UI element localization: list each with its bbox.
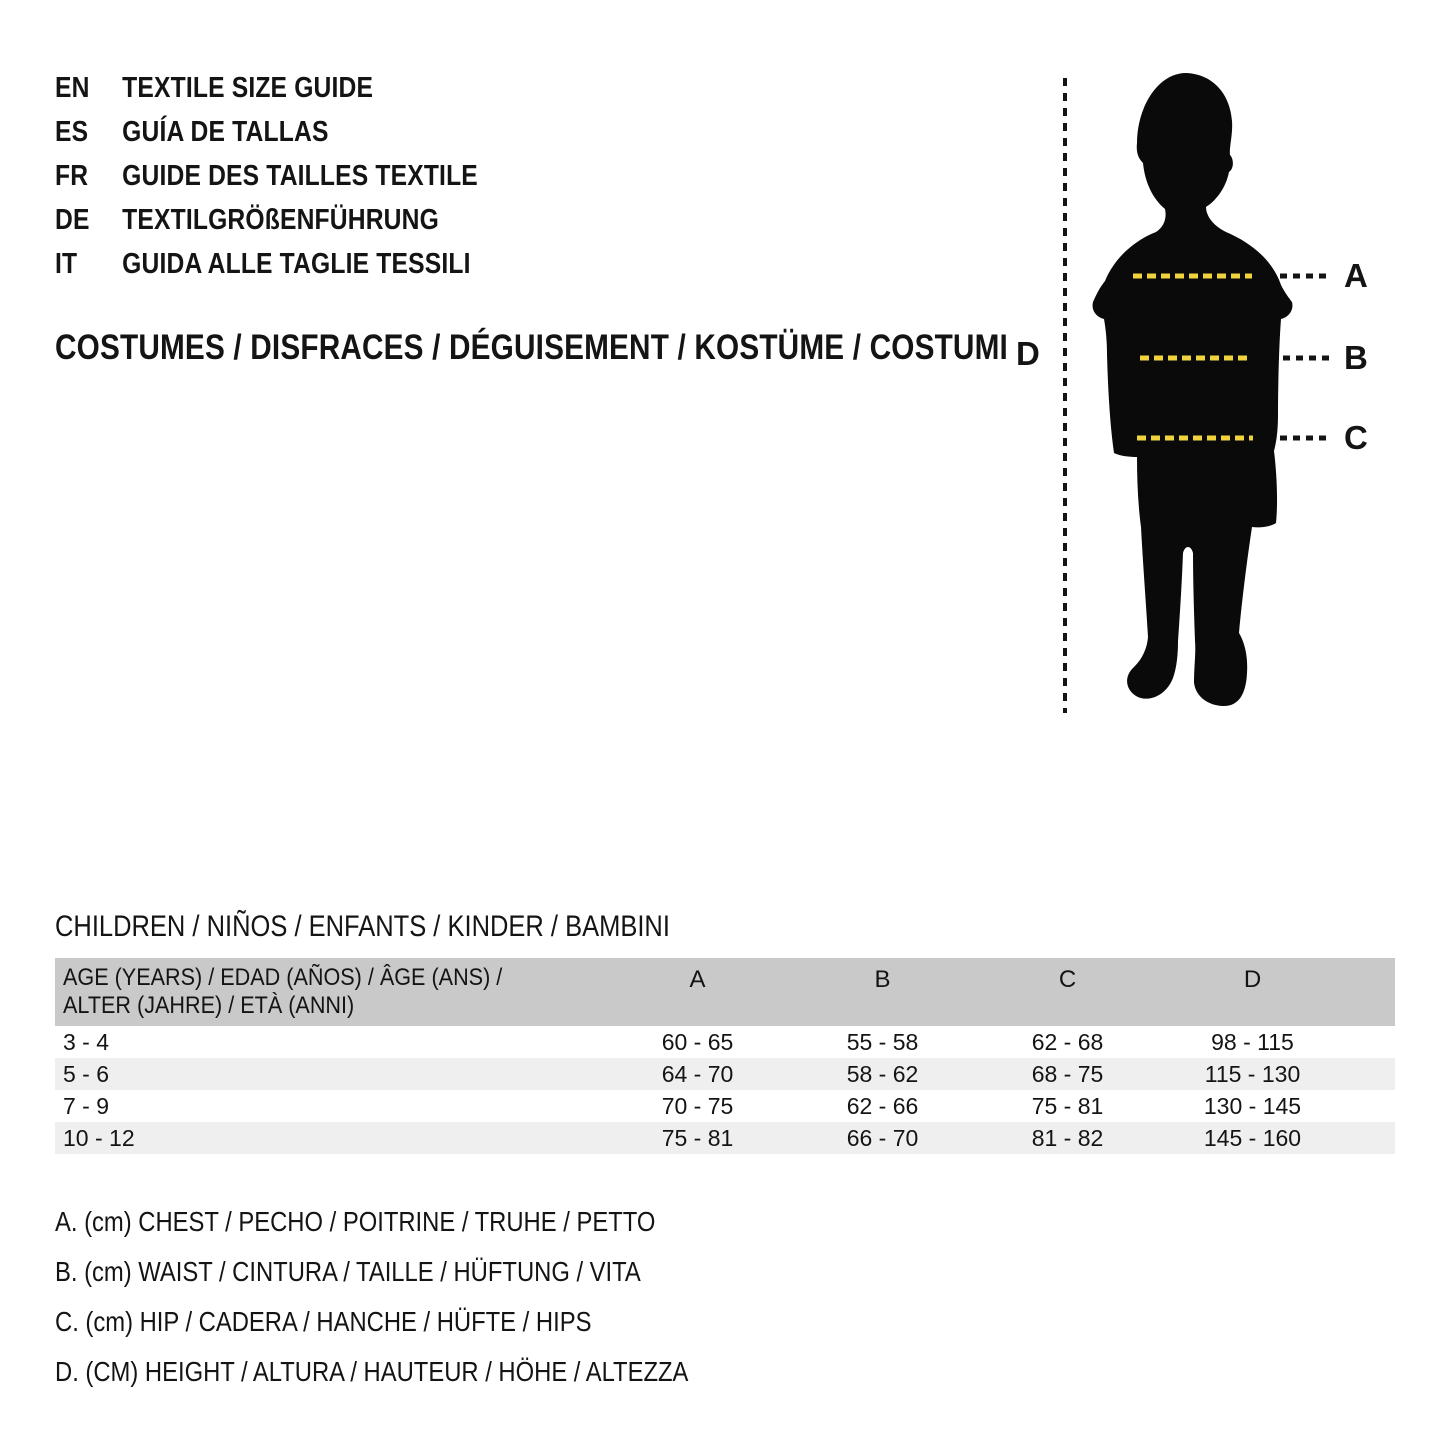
table-header-row [55,958,1395,1026]
children-size-table [55,958,1395,1154]
language-code: DE [55,204,90,236]
language-code: IT [55,248,78,280]
age-cell: 5 - 6 [63,1061,110,1087]
height-cell: 145 - 160 [1203,1125,1302,1151]
chest-cell: 70 - 75 [661,1093,734,1119]
child-silhouette [1093,73,1293,706]
language-row [55,110,478,154]
table-row [55,1122,1395,1154]
column-header-d: D [1243,966,1262,993]
language-code: ES [55,116,89,148]
height-cell: 98 - 115 [1211,1029,1294,1055]
chest-line-label: A [1344,257,1368,294]
table-row [55,1058,1395,1090]
waist-line-label: B [1344,339,1368,376]
measurement-legend [55,1197,800,1397]
language-row [55,242,478,286]
measurement-figure [990,55,1445,720]
chest-cell: 64 - 70 [661,1061,734,1087]
language-code: FR [55,160,89,192]
legend-height: D. (CM) HEIGHT / ALTURA / HAUTEUR / HÖHE / ALTEZZA [55,1356,689,1387]
hip-cell: 81 - 82 [1031,1125,1104,1151]
height-cell: 130 - 145 [1203,1093,1302,1119]
waist-cell: 58 - 62 [846,1061,919,1087]
height-line-label: D [1016,335,1040,372]
waist-cell: 55 - 58 [846,1029,919,1055]
waist-cell: 62 - 66 [846,1093,919,1119]
guide-title-de: TEXTILGRÖßENFÜHRUNG [122,204,439,236]
column-header-a: A [689,966,706,993]
category-heading: COSTUMES / DISFRACES / DÉGUISEMENT / KOSTÜME / COSTUMI [55,328,1008,367]
age-cell: 3 - 4 [63,1029,110,1055]
table-section-title: CHILDREN / NIÑOS / ENFANTS / KINDER / BAMBINI [55,910,670,943]
language-code: EN [55,72,90,104]
age-cell: 7 - 9 [63,1093,110,1119]
language-row [55,66,478,110]
guide-title-it: GUIDA ALLE TAGLIE TESSILI [122,248,471,280]
hip-cell: 62 - 68 [1031,1029,1104,1055]
column-header-c: C [1058,966,1077,993]
hip-line-label: C [1344,419,1368,456]
language-row [55,198,478,242]
language-title-list [55,66,553,286]
table-row [55,1090,1395,1122]
waist-cell: 66 - 70 [846,1125,919,1151]
guide-title-es: GUÍA DE TALLAS [122,116,329,148]
column-header-b: B [874,966,891,993]
legend-chest: A. (cm) CHEST / PECHO / POITRINE / TRUHE / PETTO [55,1206,656,1237]
age-column-header: AGE (YEARS) / EDAD (AÑOS) / ÂGE (ANS) / ALTER (JAHRE) / ETÀ (ANNI) [63,964,503,1019]
guide-title-en: TEXTILE SIZE GUIDE [122,72,374,104]
chest-cell: 75 - 81 [661,1125,734,1151]
legend-waist: B. (cm) WAIST / CINTURA / TAILLE / HÜFTUNG / VITA [55,1256,641,1287]
guide-title-fr: GUIDE DES TAILLES TEXTILE [122,160,478,192]
table-row [55,1026,1395,1058]
hip-cell: 68 - 75 [1031,1061,1104,1087]
age-cell: 10 - 12 [63,1125,135,1151]
legend-hip: C. (cm) HIP / CADERA / HANCHE / HÜFTE / HIPS [55,1306,592,1337]
chest-cell: 60 - 65 [661,1029,734,1055]
language-row [55,154,478,198]
hip-cell: 75 - 81 [1031,1093,1104,1119]
height-cell: 115 - 130 [1204,1061,1301,1087]
